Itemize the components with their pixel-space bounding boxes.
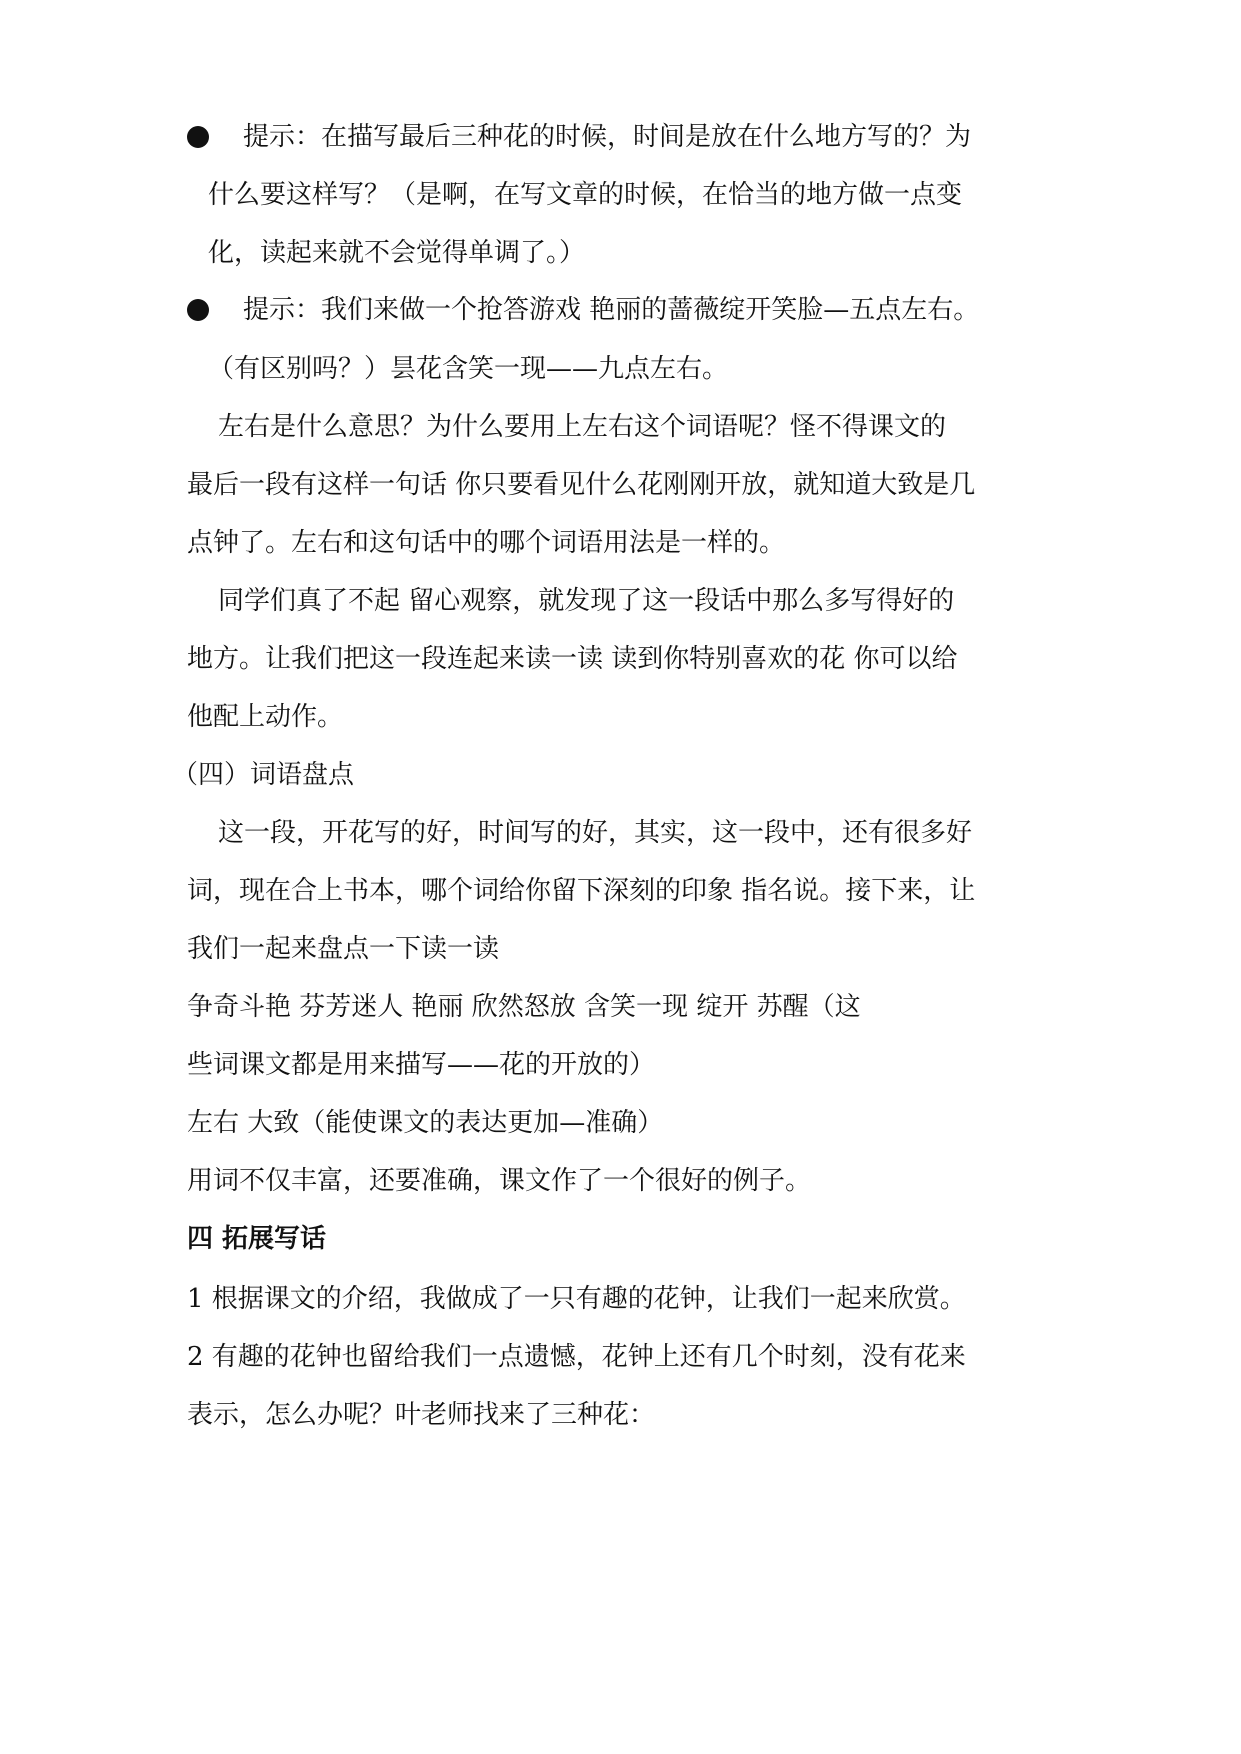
para-zheyiduan-line-3: 我们一起来盘点一下读一读 (187, 934, 500, 964)
bullet2-line-1: 提示：我们来做一个抢答游戏 艳丽的蔷薇绽开笑脸—五点左右。 (243, 295, 980, 325)
para-zuoyou-line-1: 左右是什么意思？为什么要用上左右这个词语呢？怪不得课文的 (218, 412, 947, 442)
section-heading-si: （四）词语盘点 (172, 760, 355, 790)
para-zuoyou-line-2: 最后一段有这样一句话 你只要看见什么花刚刚开放，就知道大致是几 (187, 470, 976, 500)
bullet-icon (187, 299, 209, 321)
para-tongxue-line-3: 他配上动作。 (187, 702, 344, 732)
word-list-line-3: 左右 大致（能使课文的表达更加—准确） (187, 1108, 664, 1138)
item-1: 1 根据课文的介绍，我做成了一只有趣的花钟，让我们一起来欣赏。 (187, 1284, 966, 1314)
para-tongxue-line-1: 同学们真了不起 留心观察，就发现了这一段话中那么多写得好的 (218, 586, 955, 616)
item-2-line-1: 2 有趣的花钟也留给我们一点遗憾，花钟上还有几个时刻，没有花来 (187, 1342, 966, 1372)
para-zuoyou-line-3: 点钟了。左右和这句话中的哪个词语用法是一样的。 (187, 528, 786, 558)
bullet1-line-3: 化，读起来就不会觉得单调了。） (208, 238, 586, 268)
para-zheyiduan-line-1: 这一段，开花写的好，时间写的好，其实，这一段中，还有很多好 (218, 818, 973, 848)
word-list-line-1: 争奇斗艳 芬芳迷人 艳丽 欣然怒放 含笑一现 绽开 苏醒（这 (187, 992, 861, 1022)
bullet1-line-1: 提示：在描写最后三种花的时候，时间是放在什么地方写的？为 (243, 122, 972, 152)
item-2-line-2: 表示，怎么办呢？叶老师找来了三种花： (187, 1400, 656, 1430)
bullet1-line-2: 什么要这样写？（是啊，在写文章的时候，在恰当的地方做一点变 (208, 180, 963, 210)
para-tongxue-line-2: 地方。让我们把这一段连起来读一读 读到你特别喜欢的花 你可以给 (187, 644, 958, 674)
bullet-icon (187, 126, 209, 148)
bullet2-line-2: （有区别吗？）昙花含笑一现——九点左右。 (208, 354, 729, 384)
word-list-line-2: 些词课文都是用来描写——花的开放的） (187, 1050, 656, 1080)
heading-four: 四 拓展写话 (187, 1224, 327, 1254)
summary-line: 用词不仅丰富，还要准确，课文作了一个很好的例子。 (187, 1166, 812, 1196)
para-zheyiduan-line-2: 词，现在合上书本，哪个词给你留下深刻的印象 指名说。接下来，让 (187, 876, 976, 906)
